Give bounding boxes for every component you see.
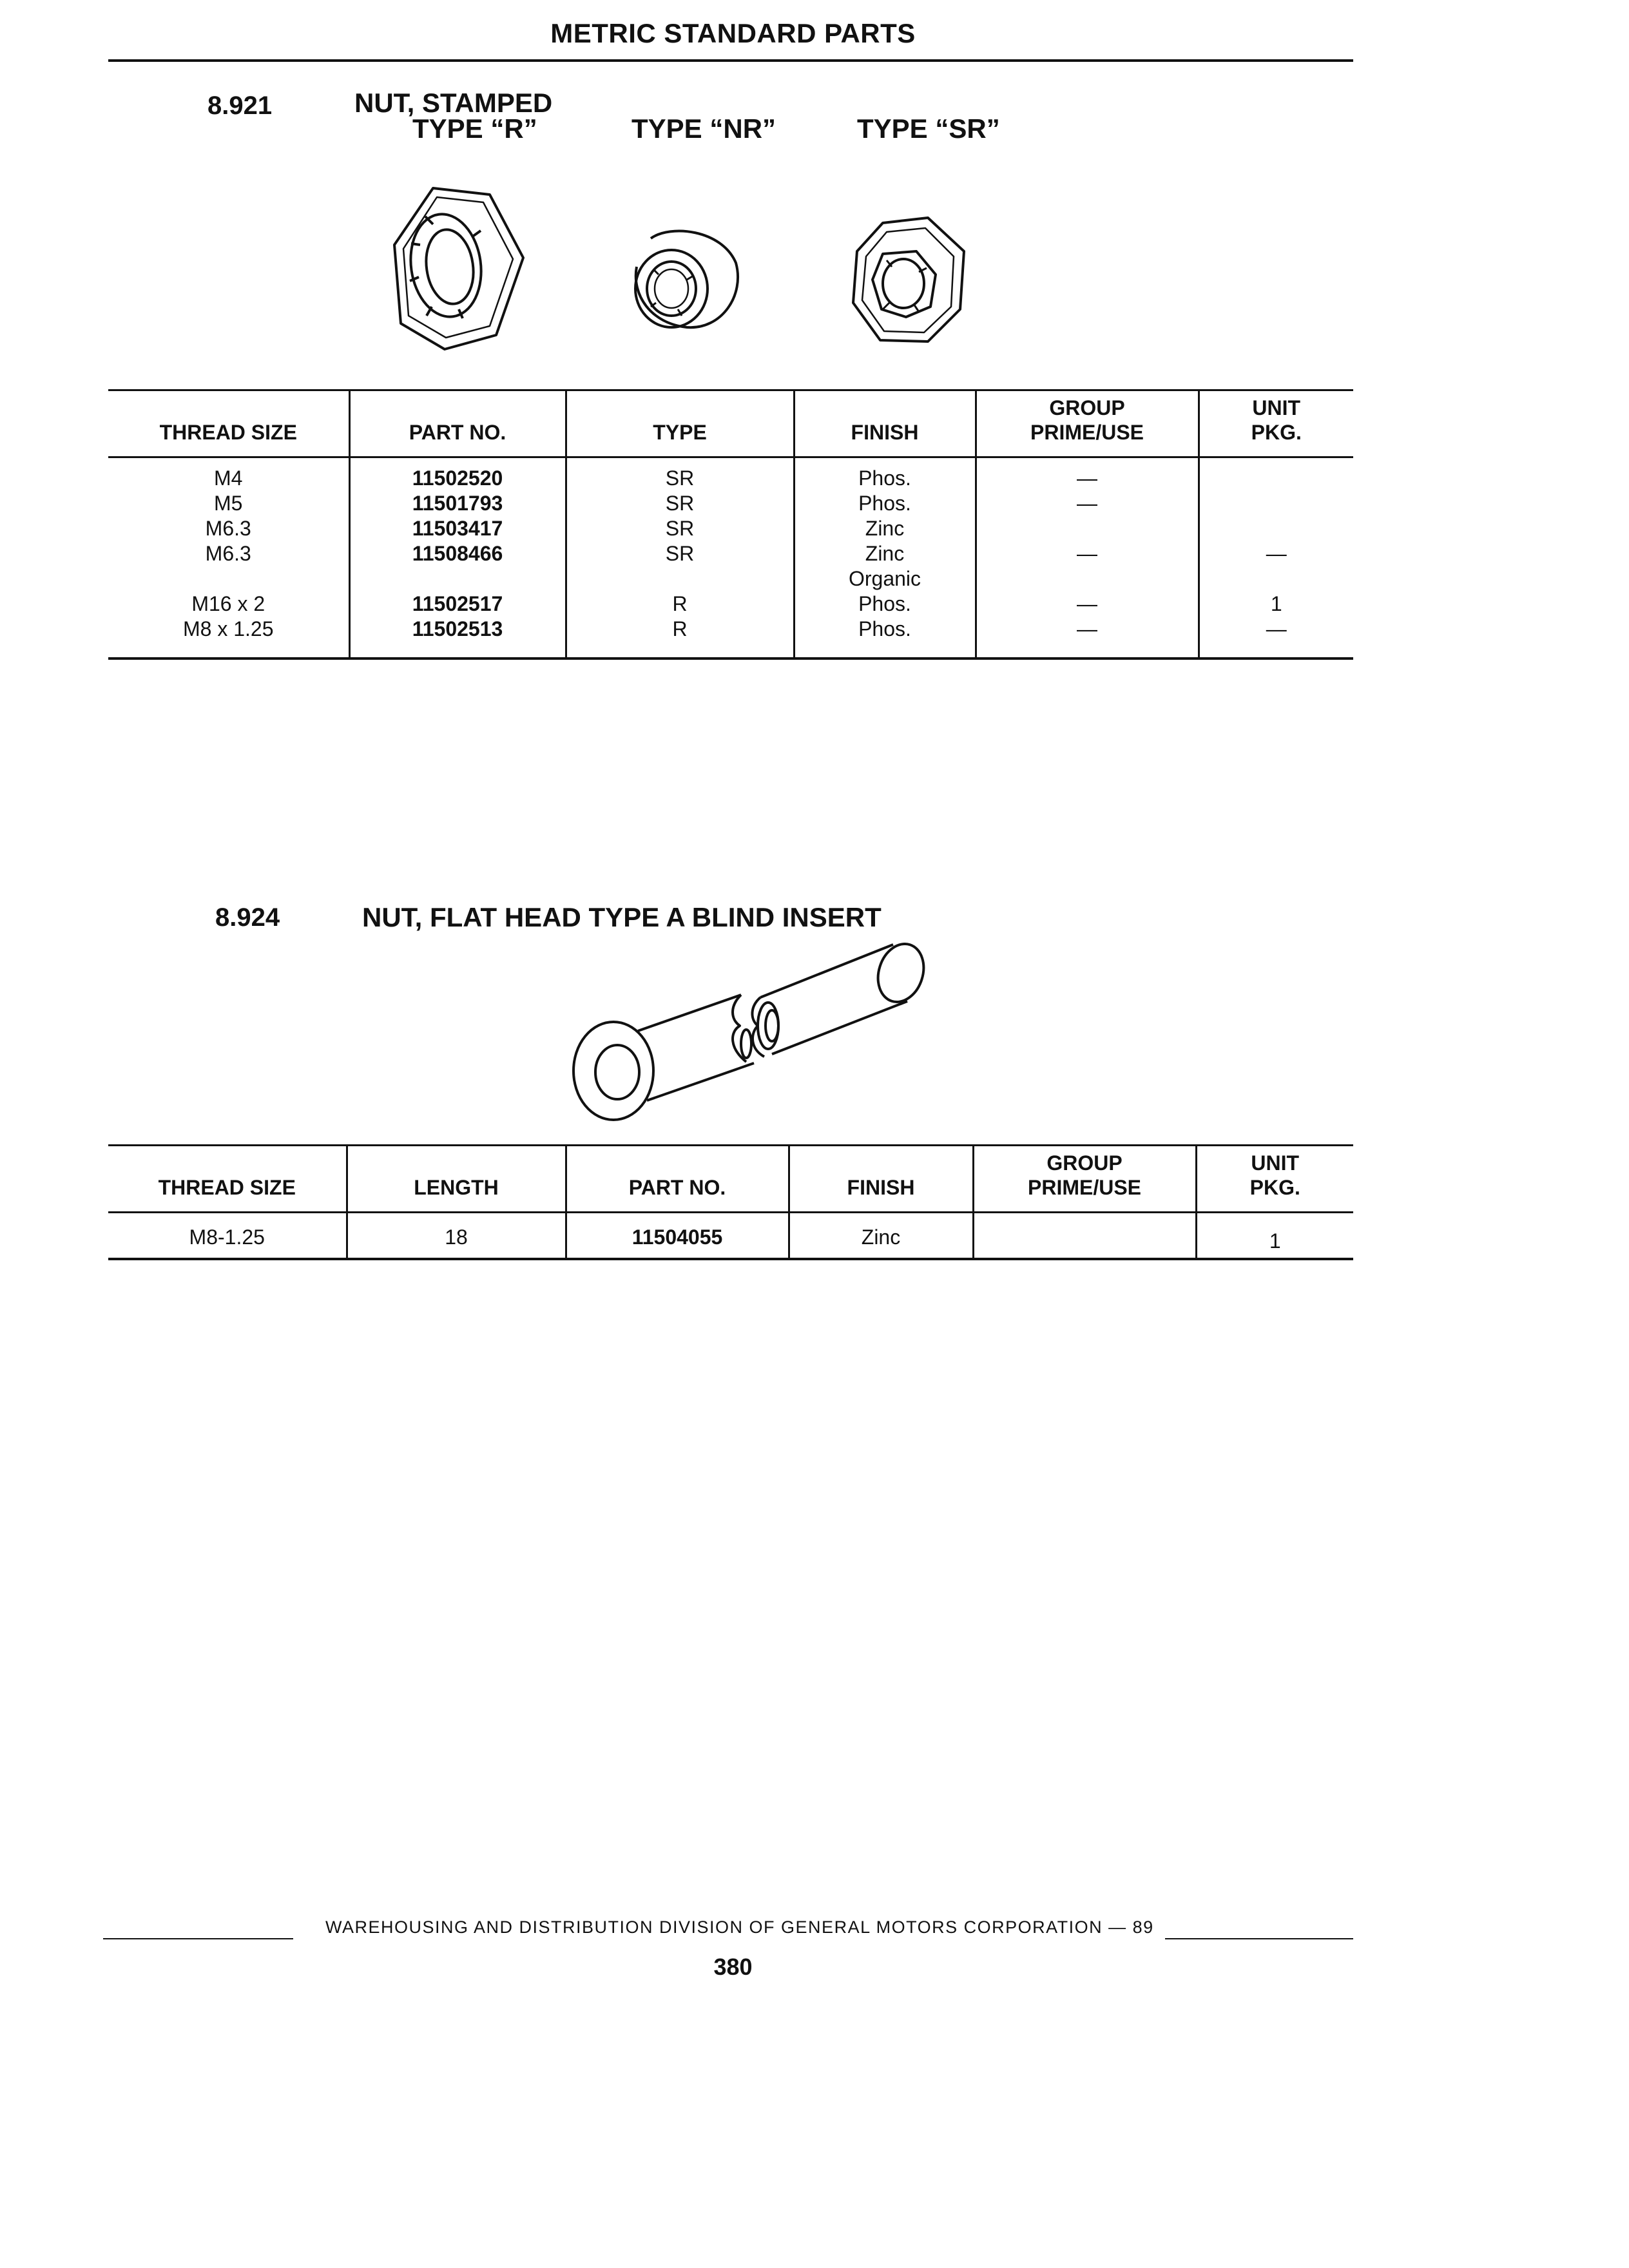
col-header-finish: FINISH [794,390,976,457]
blind-insert-nut-icon [567,936,928,1129]
finish-cell: Zinc [789,1213,973,1259]
header-rule [108,59,1353,62]
table-row-type: SR [665,517,695,540]
table-row-thread: M6.3 [205,542,251,565]
unit-pkg-cell [1199,457,1353,658]
table-row-unit [1200,566,1354,591]
table-row-thread: M16 x 2 [191,592,265,615]
part-no-cell [349,457,566,658]
table-row-type [567,566,793,591]
table-row-group: — [1077,592,1097,615]
nut-type-nr-icon [625,224,741,334]
col-header-group-prime-use: GROUP PRIME/USE [973,1146,1196,1213]
col-header-part-no: PART NO. [349,390,566,457]
table-row-finish: Phos. [858,466,911,490]
table-row-unit: 1 [1270,592,1282,615]
footer-rule-right [1165,1938,1353,1939]
type-label-sr: TYPE “SR” [857,113,1000,144]
col-header-type: TYPE [566,390,794,457]
table-row-unit [1200,491,1354,516]
page-number: 380 [713,1954,753,1980]
type-label-r: TYPE “R” [412,113,537,144]
table-row-finish: Phos. [858,617,911,640]
page-title: METRIC STANDARD PARTS [550,18,916,48]
table-row-unit: — [1266,617,1287,640]
table-row-group: — [1077,617,1097,640]
thread-size-cell [108,457,349,658]
section-number: 8.921 [207,91,273,120]
thread-size-cell: M8-1.25 [189,1225,265,1249]
table-row-thread: M8 x 1.25 [182,617,274,640]
section-title: NUT, STAMPED [354,88,553,118]
finish-cell [794,457,976,658]
table-row-part: 11503417 [412,517,503,540]
col-header-finish: FINISH [789,1146,973,1213]
footer-rule-left [103,1938,293,1939]
nut-type-sr-icon [844,213,973,348]
table-row-thread [108,566,349,591]
table-row-unit [1200,466,1354,491]
table-row [108,1213,1353,1259]
section-number: 8.924 [215,903,280,932]
table-row-unit: — [1266,542,1287,565]
col-header-unit-pkg: UNIT PKG. [1199,390,1353,457]
nut-type-r-icon [387,180,528,354]
table-row-part: 11502520 [412,466,503,490]
table-row-finish: Phos. [858,492,911,515]
table-row-type: SR [665,492,695,515]
table-row-group [977,566,1198,591]
group-prime-use-cell [973,1213,1196,1259]
table-row-unit [1200,516,1354,541]
length-cell: 18 [347,1213,566,1259]
table-row-type: SR [665,466,695,490]
group-prime-use-cell [976,457,1199,658]
table-row-finish: Phos. [858,592,911,615]
col-header-thread-size: THREAD SIZE [159,421,297,444]
table-row-part: 11501793 [412,492,503,515]
table-row-part: 11508466 [412,542,503,565]
footer-text: WAREHOUSING AND DISTRIBUTION DIVISION OF GENERAL MOTORS CORPORATION — 89 [325,1917,1154,1937]
parts-table-8-921 [108,389,1353,660]
table-row-group: — [1077,542,1097,565]
col-header-unit-pkg: UNIT PKG. [1196,1146,1353,1213]
col-header-thread-size: THREAD SIZE [158,1176,296,1199]
table-row-thread: M4 [214,466,243,490]
table-row-finish: Organic [848,567,921,590]
table-row-finish: Zinc [865,542,905,565]
table-row-type: R [672,592,688,615]
table-row-group: — [1077,466,1097,490]
part-no-cell: 11504055 [566,1213,789,1259]
col-header-group-prime-use: GROUP PRIME/USE [976,390,1199,457]
table-row-part [351,566,565,591]
col-header-part-no: PART NO. [566,1146,789,1213]
table-row-type: R [672,617,688,640]
col-header-length: LENGTH [347,1146,566,1213]
table-row-part: 11502517 [412,592,503,615]
type-label-nr: TYPE “NR” [631,113,776,144]
table-row-part: 11502513 [412,617,503,640]
table-row-group [977,516,1198,541]
parts-table-8-924 [108,1144,1353,1260]
table-row-group: — [1077,492,1097,515]
table-row-thread: M6.3 [205,517,251,540]
table-row-thread: M5 [214,492,243,515]
unit-pkg-cell: 1 [1196,1213,1353,1259]
table-row-finish: Zinc [865,517,905,540]
table-row-type: SR [665,542,695,565]
section-title: NUT, FLAT HEAD TYPE A BLIND INSERT [362,902,882,932]
type-cell [566,457,794,658]
